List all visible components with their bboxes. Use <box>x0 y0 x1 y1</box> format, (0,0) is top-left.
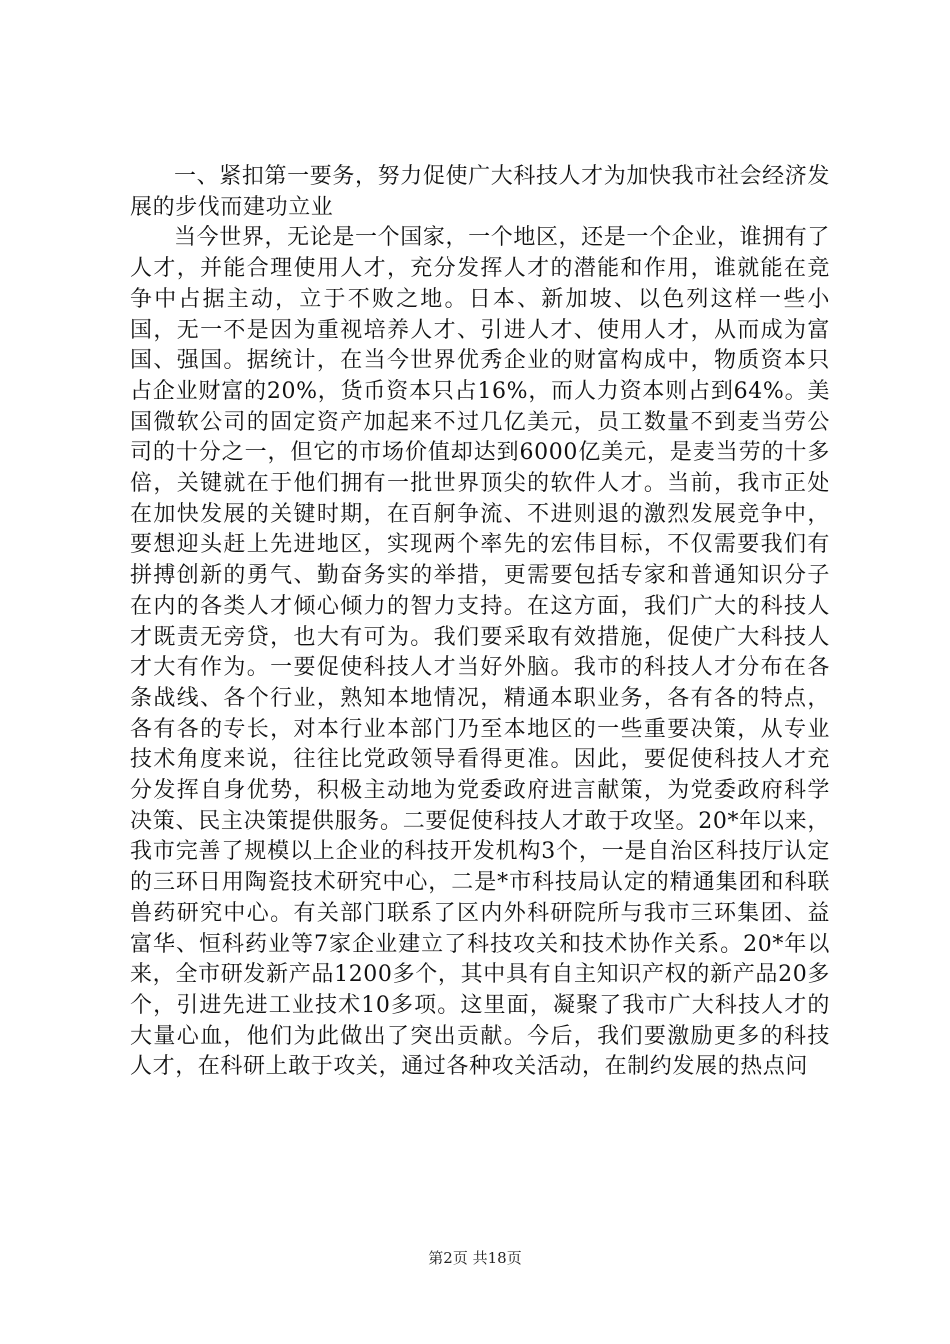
body-paragraph: 当今世界，无论是一个国家，一个地区，还是一个企业，谁拥有了人才，并能合理使用人才，充分发挥人才的潜能和作用，谁就能在竞争中占据主动，立于不败之地。日本、新加坡、以色列这样一些小国，无一不是因为重视培养人才、引进人才、使用人才，从而成为富国、强国。据统计，在当今世界优秀企业的财富构成中，物质资本只占企业财富的20%，货币资本只占16%，而人力资本则占到64%。美国微软公司的固定资产加起来不过几亿美元，员工数量不到麦当劳公司的十分之一，但它的市场价值却达到6000亿美元，是麦当劳的十多倍，关键就在于他们拥有一批世界顶尖的软件人才。当前，我市正处在加快发展的关键时期，在百舸争流、不进则退的激烈发展竞争中，要想迎头赶上先进地区，实现两个率先的宏伟目标，不仅需要我们有拼搏创新的勇气、勤奋务实的举措，更需要包括专家和普通知识分子在内的各类人才倾心倾力的智力支持。在这方面，我们广大的科技人才既责无旁贷，也大有可为。我们要采取有效措施，促使广大科技人才大有作为。一要促使科技人才当好外脑。我市的科技人才分布在各条战线、各个行业，熟知本地情况，精通本职业务，各有各的特点，各有各的专长，对本行业本部门乃至本地区的一些重要决策，从专业技术角度来说，往往比党政领导看得更准。因此，要促使科技人才充分发挥自身优势，积极主动地为党委政府进言献策，为党委政府科学决策、民主决策提供服务。二要促使科技人才敢于攻坚。20*年以来，我市完善了规模以上企业的科技开发机构3个，一是自治区科技厅认定的三环日用陶瓷技术研究中心，二是*市科技局认定的精通集团和科联兽药研究中心。有关部门联系了区内外科研院所与我市三环集团、益富华、恒科药业等7家企业建立了科技攻关和技术协作关系。20*年以来，全市研发新产品1200多个，其中具有自主知识产权的新产品20多个，引进先进工业技术10多项。这里面，凝聚了我市广大科技人才的大量心血，他们为此做出了突出贡献。今后，我们要激励更多的科技人才，在科研上敢于攻关，通过各种攻关活动，在制约发展的热点问 <box>130 225 830 1080</box>
document-body <box>130 162 830 1083</box>
page-number-footer: 第2页 共18页 <box>428 1249 522 1267</box>
section-heading: 一、紧扣第一要务，努力促使广大科技人才为加快我市社会经济发展的步伐而建功立业 <box>130 164 830 220</box>
